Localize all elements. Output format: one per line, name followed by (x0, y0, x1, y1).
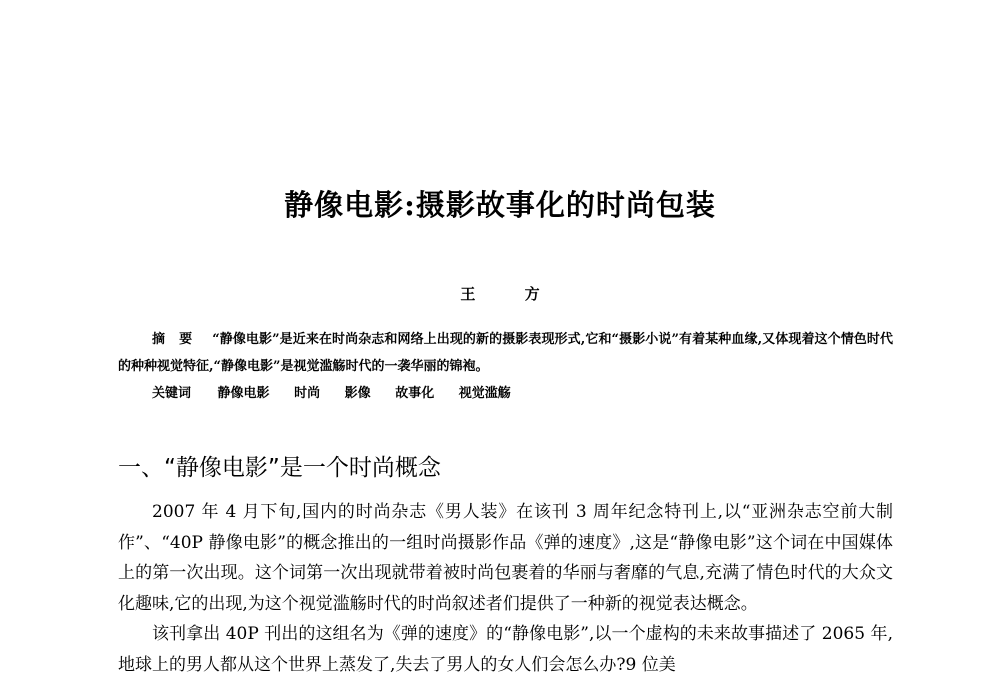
keyword-item: 静像电影 (217, 386, 270, 401)
keyword-item: 视觉滥觞 (458, 386, 511, 401)
keyword-item: 故事化 (395, 386, 435, 401)
keywords (152, 382, 531, 401)
section-heading: 一、“静像电影”是一个时尚概念 (118, 455, 441, 481)
body-text (118, 497, 893, 680)
abstract-label: 摘要 (152, 332, 207, 347)
article-title: 静像电影:摄影故事化的时尚包装 (284, 188, 716, 222)
paragraph: 2007 年 4 月下旬,国内的时尚杂志《男人装》在该刊 3 周年纪念特刊上,以“亚洲杂志空前大制作”、“40P 静像电影”的概念推出的一组时尚摄影作品《弹的速度》,这是“静像电影”这个词在中国媒体上的第一次出现。这个词第一次出现就带着被时尚包裹着的华丽与奢靡的气息,充满了情色时代的大众文化趣味,它的出现,为这个视觉滥觞时代的时尚叙述者们提供了一种新的视觉表达概念。 (118, 502, 893, 614)
paragraph: 该刊拿出 40P 刊出的这组名为《弹的速度》的“静像电影”,以一个虚构的未来故事描述了 2065 年,地球上的男人都从这个世界上蒸发了,失去了男人的女人们会怎么办?9 位美 (118, 624, 893, 675)
abstract (118, 326, 893, 380)
keyword-item: 影像 (344, 386, 371, 401)
article-author: 王 方 (460, 285, 562, 303)
abstract-text: “静像电影”是近来在时尚杂志和网络上出现的新的摄影表现形式,它和“摄影小说”有着某种血缘,又体现着这个情色时代的种种视觉特征,“静像电影”是视觉滥觞时代的一袭华丽的锦袍。 (118, 332, 893, 374)
keywords-label: 关键词 (152, 386, 192, 401)
keyword-item: 时尚 (294, 386, 321, 401)
